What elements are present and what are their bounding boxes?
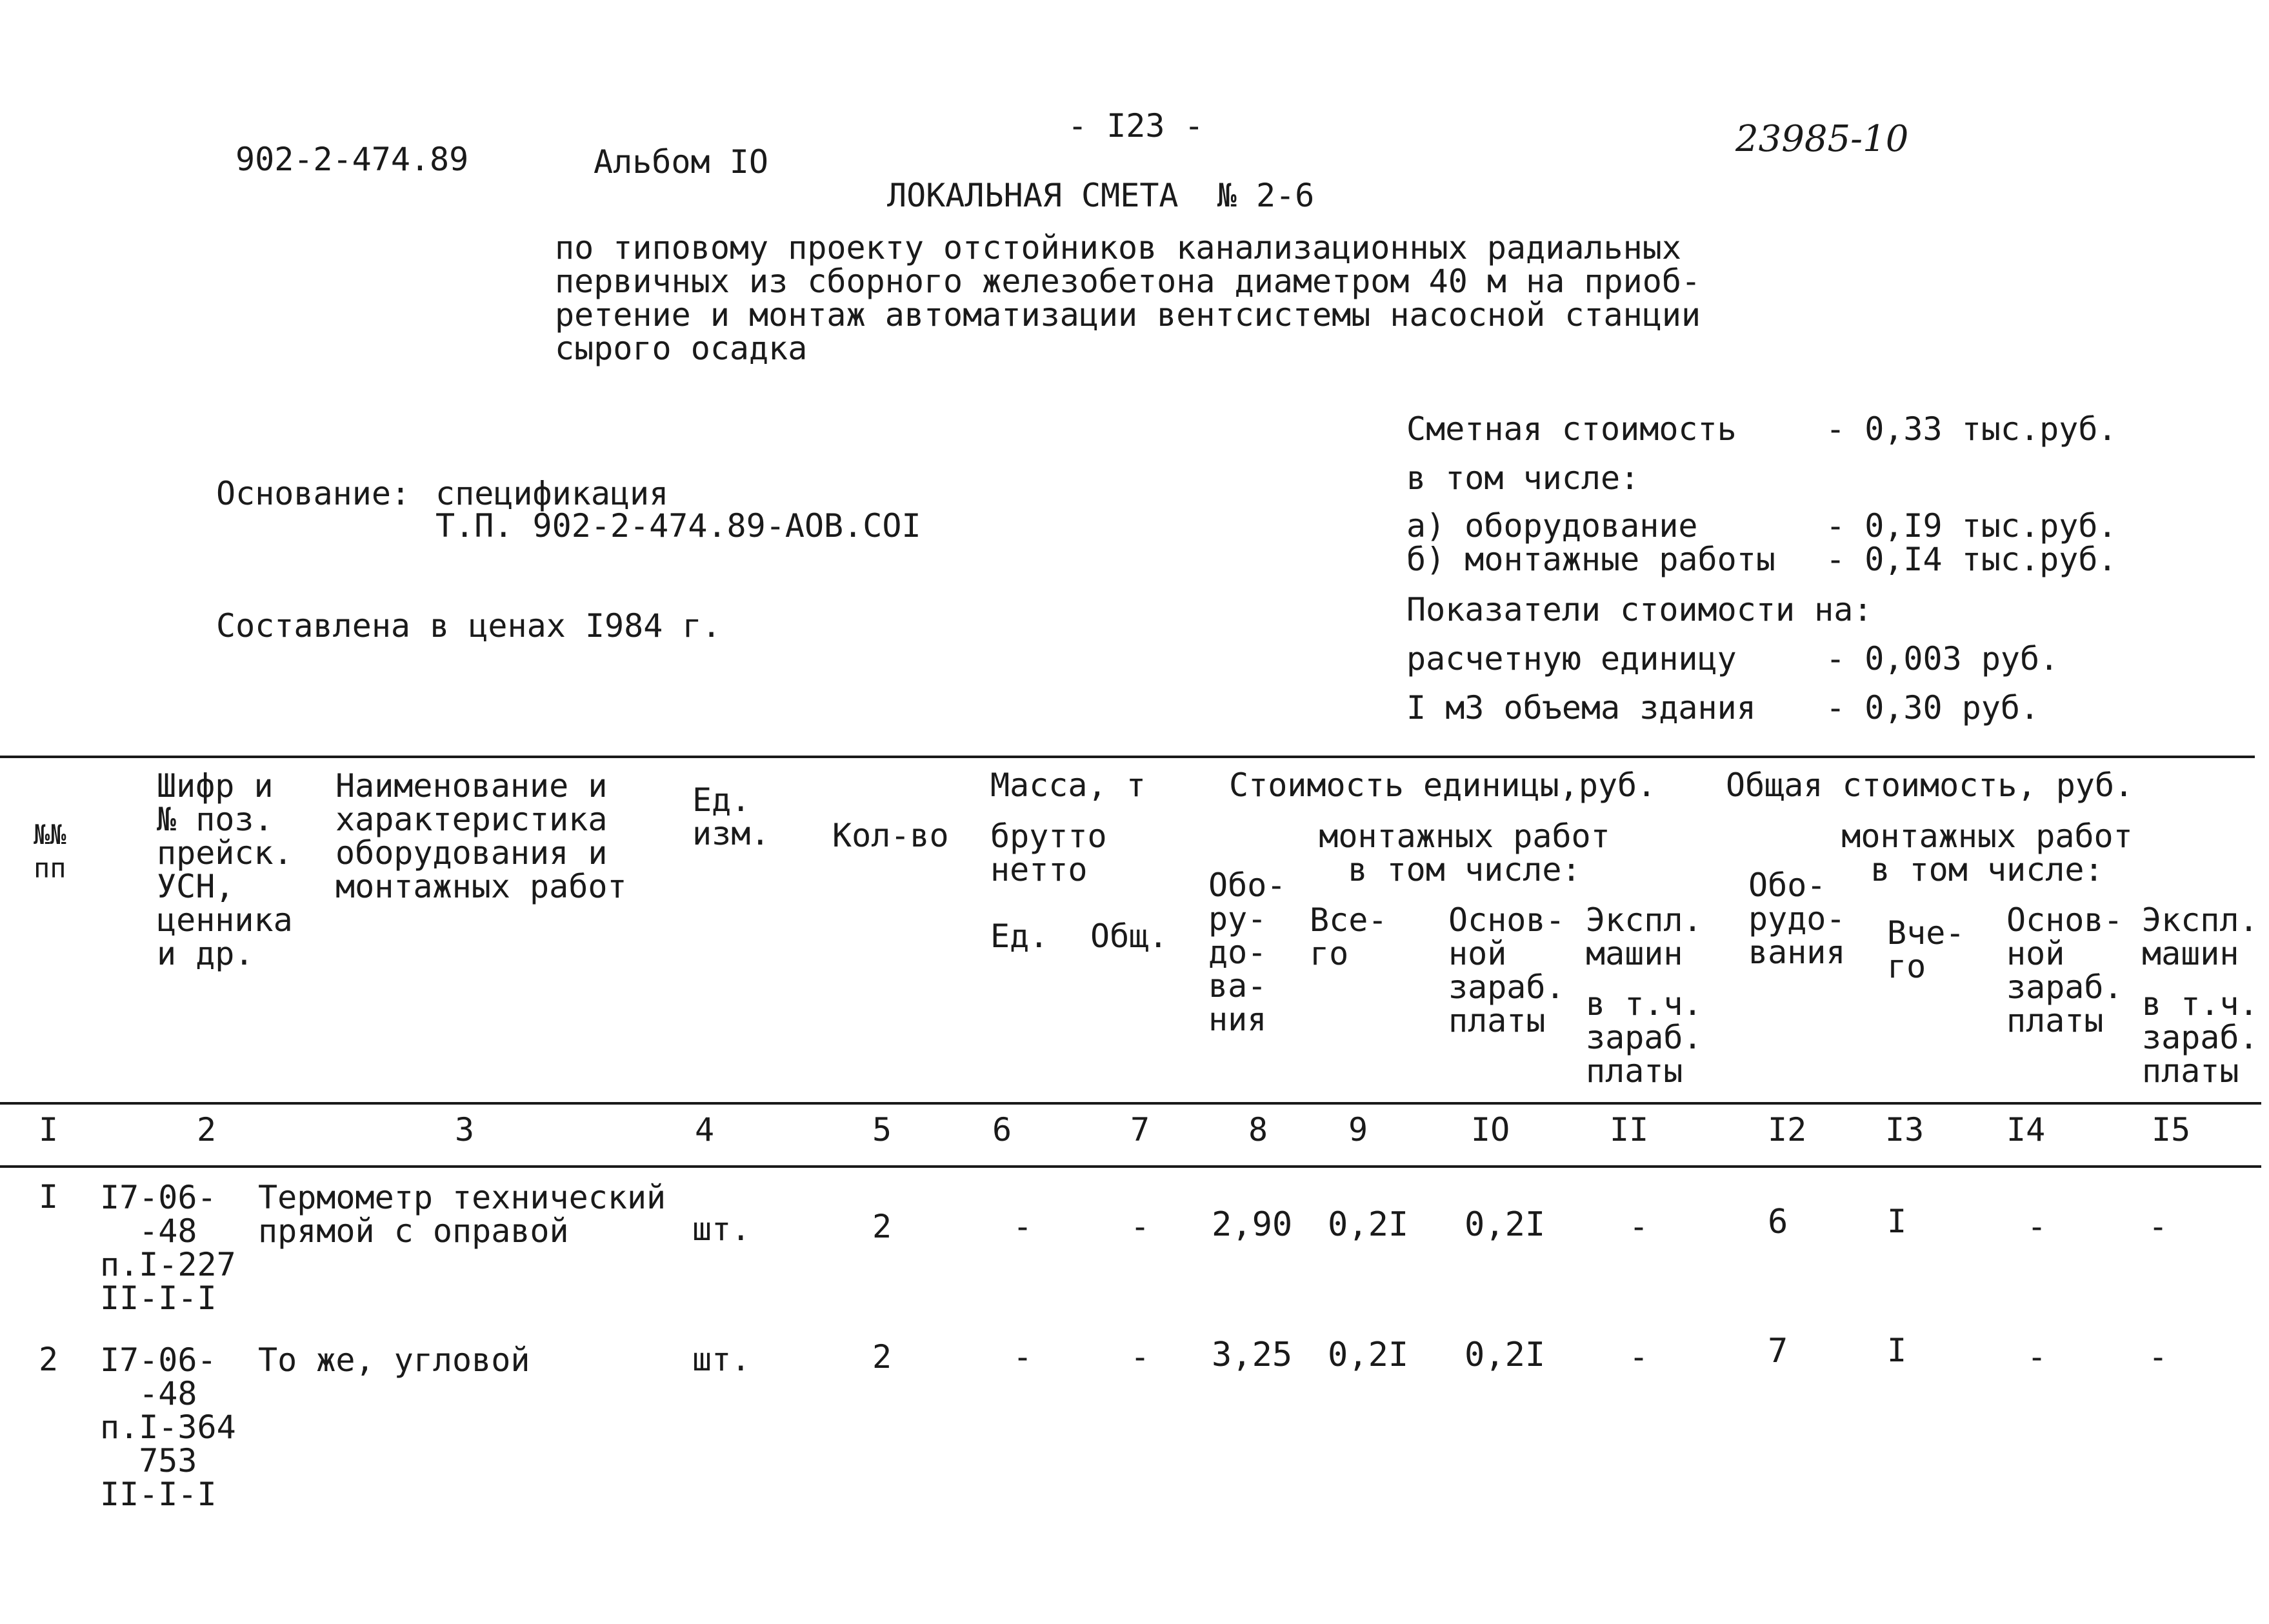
- column-number: I2: [1768, 1111, 1807, 1148]
- row-number: I: [39, 1178, 59, 1216]
- album-label: Альбом IO: [594, 143, 768, 181]
- summary-label: Сметная стоимость: [1406, 410, 1737, 448]
- row-price-code: I7-06- -48 п.I-227 II-I-I: [100, 1179, 236, 1317]
- row-mount-unit-cost: 0,2I: [1328, 1336, 1409, 1374]
- column-number: 8: [1248, 1111, 1268, 1148]
- summary-value: - 0,003 руб.: [1826, 640, 2059, 677]
- column-number: I4: [2006, 1111, 2046, 1148]
- column-number: 3: [455, 1111, 475, 1148]
- summary-value: - 0,33 тыс.руб.: [1826, 410, 2117, 448]
- row-mass-unit: -: [1013, 1208, 1033, 1245]
- row-quantity: 2: [872, 1338, 892, 1376]
- summary-label: I м3 объема здания: [1406, 689, 1756, 727]
- summary-label: в том числе:: [1406, 459, 1640, 497]
- header-unit-base-wage: Основ- ной зараб. платы: [1448, 901, 1565, 1039]
- header-total-mount: Вче- го: [1887, 914, 1965, 985]
- header-total-equipment: Обо- рудо- вания: [1748, 867, 1846, 971]
- column-number: I3: [1885, 1111, 1924, 1148]
- column-number: 9: [1348, 1111, 1368, 1148]
- header-bottom-rule: [0, 1102, 2261, 1105]
- header-total-base-wage: Основ- ной зараб. платы: [2006, 901, 2123, 1039]
- project-code: 902-2-474.89: [235, 141, 469, 178]
- header-total-machines: Экспл. машин: [2142, 901, 2259, 972]
- row-quantity: 2: [872, 1208, 892, 1245]
- description-line: ретение и монтаж автоматизации вентсистемы насосной станции: [555, 296, 1701, 334]
- header-mass-gross-net: брутто нетто: [990, 817, 1107, 888]
- header-total-cost-group: Общая стоимость, руб.: [1726, 767, 2134, 804]
- row-mass-total: -: [1130, 1338, 1150, 1376]
- header-mass-group: Масса, т: [990, 767, 1146, 804]
- row-unit: шт.: [692, 1210, 751, 1248]
- header-total-machines-wage: в т.ч. зараб. платы: [2142, 985, 2259, 1090]
- page-number: - I23 -: [1068, 107, 1204, 145]
- column-number: I: [39, 1111, 59, 1148]
- summary-label: а) оборудование: [1406, 507, 1698, 545]
- column-number: I5: [2152, 1111, 2191, 1148]
- summary-label: Показатели стоимости на:: [1406, 591, 1873, 628]
- row-machines-total: -: [2148, 1338, 2168, 1376]
- header-unit-machines-wage: в т.ч. зараб. платы: [1586, 985, 1703, 1090]
- row-machines-unit-cost: -: [1629, 1338, 1649, 1376]
- summary-label: б) монтажные работы: [1406, 541, 1775, 578]
- row-machines-unit-cost: -: [1629, 1208, 1649, 1245]
- summary-label: расчетную единицу: [1406, 640, 1737, 677]
- header-unit: Ед. изм.: [692, 781, 770, 852]
- document-title: ЛОКАЛЬНАЯ СМЕТА № 2-6: [887, 177, 1315, 214]
- header-unit-mount-group: монтажных работ в том числе:: [1319, 817, 1610, 888]
- column-number: 5: [872, 1111, 892, 1148]
- row-number: 2: [39, 1341, 59, 1378]
- row-name: Термометр технический прямой с оправой: [258, 1179, 666, 1250]
- header-unit-machines: Экспл. машин: [1586, 901, 1703, 972]
- header-unit-cost-group: Стоимость единицы,руб.: [1229, 767, 1657, 804]
- row-base-wage-total: -: [2027, 1208, 2047, 1245]
- row-base-wage-unit-cost: 0,2I: [1464, 1205, 1546, 1244]
- row-mount-total: I: [1887, 1203, 1907, 1240]
- description-line: сырого осадка: [555, 330, 808, 367]
- summary-value: - 0,I9 тыс.руб.: [1826, 507, 2117, 545]
- header-row-number: №№ пп: [34, 819, 66, 884]
- row-equipment-total: 6: [1768, 1203, 1788, 1241]
- header-quantity: Кол-во: [832, 817, 949, 854]
- row-base-wage-total: -: [2027, 1338, 2047, 1376]
- header-mass-unit: Ед.: [990, 917, 1049, 955]
- column-number: 2: [197, 1111, 217, 1148]
- prices-year: Составлена в ценах I984 г.: [216, 607, 721, 645]
- summary-value: - 0,I4 тыс.руб.: [1826, 541, 2117, 578]
- header-total-mount-group: монтажных работ в том числе:: [1841, 817, 2133, 888]
- row-equipment-unit-cost: 2,90: [1212, 1205, 1293, 1244]
- row-equipment-unit-cost: 3,25: [1212, 1336, 1293, 1374]
- column-number: IO: [1471, 1111, 1510, 1148]
- row-unit: шт.: [692, 1341, 751, 1378]
- column-number: 6: [992, 1111, 1012, 1148]
- header-mass-total: Общ.: [1090, 917, 1168, 955]
- basis-label: Основание:: [216, 475, 411, 512]
- row-mount-total: I: [1887, 1332, 1907, 1369]
- row-mount-unit-cost: 0,2I: [1328, 1205, 1409, 1244]
- row-name: То же, угловой: [258, 1341, 530, 1379]
- basis-specification: спецификация: [435, 475, 669, 512]
- row-equipment-total: 7: [1768, 1332, 1788, 1370]
- column-number: 7: [1130, 1111, 1150, 1148]
- basis-document: Т.П. 902-2-474.89-АОВ.СОI: [435, 507, 921, 545]
- header-unit-mount-total: Все- го: [1310, 901, 1388, 972]
- row-mass-unit: -: [1013, 1338, 1033, 1376]
- row-base-wage-unit-cost: 0,2I: [1464, 1336, 1546, 1374]
- column-number: 4: [695, 1111, 715, 1148]
- document-number: 23985-10: [1735, 118, 1909, 160]
- description-line: первичных из сборного железобетона диаметром 40 м на приоб-: [555, 263, 1701, 300]
- row-mass-total: -: [1130, 1208, 1150, 1245]
- header-price-code: Шифр и № поз. прейск. УСН, ценника и др.: [157, 767, 293, 972]
- row-machines-total: -: [2148, 1208, 2168, 1245]
- summary-value: - 0,30 руб.: [1826, 689, 2040, 727]
- column-numbers-rule: [0, 1165, 2261, 1168]
- header-name: Наименование и характеристика оборудования и монтажных работ: [335, 767, 627, 905]
- row-price-code: I7-06- -48 п.I-364 753 II-I-I: [100, 1341, 236, 1513]
- project-description: [555, 231, 1701, 365]
- table-top-rule: [0, 756, 2255, 758]
- column-number: II: [1610, 1111, 1649, 1148]
- header-unit-equipment: Обо- ру- до- ва- ния: [1208, 867, 1286, 1038]
- description-line: по типовому проекту отстойников канализационных радиальных: [555, 229, 1681, 266]
